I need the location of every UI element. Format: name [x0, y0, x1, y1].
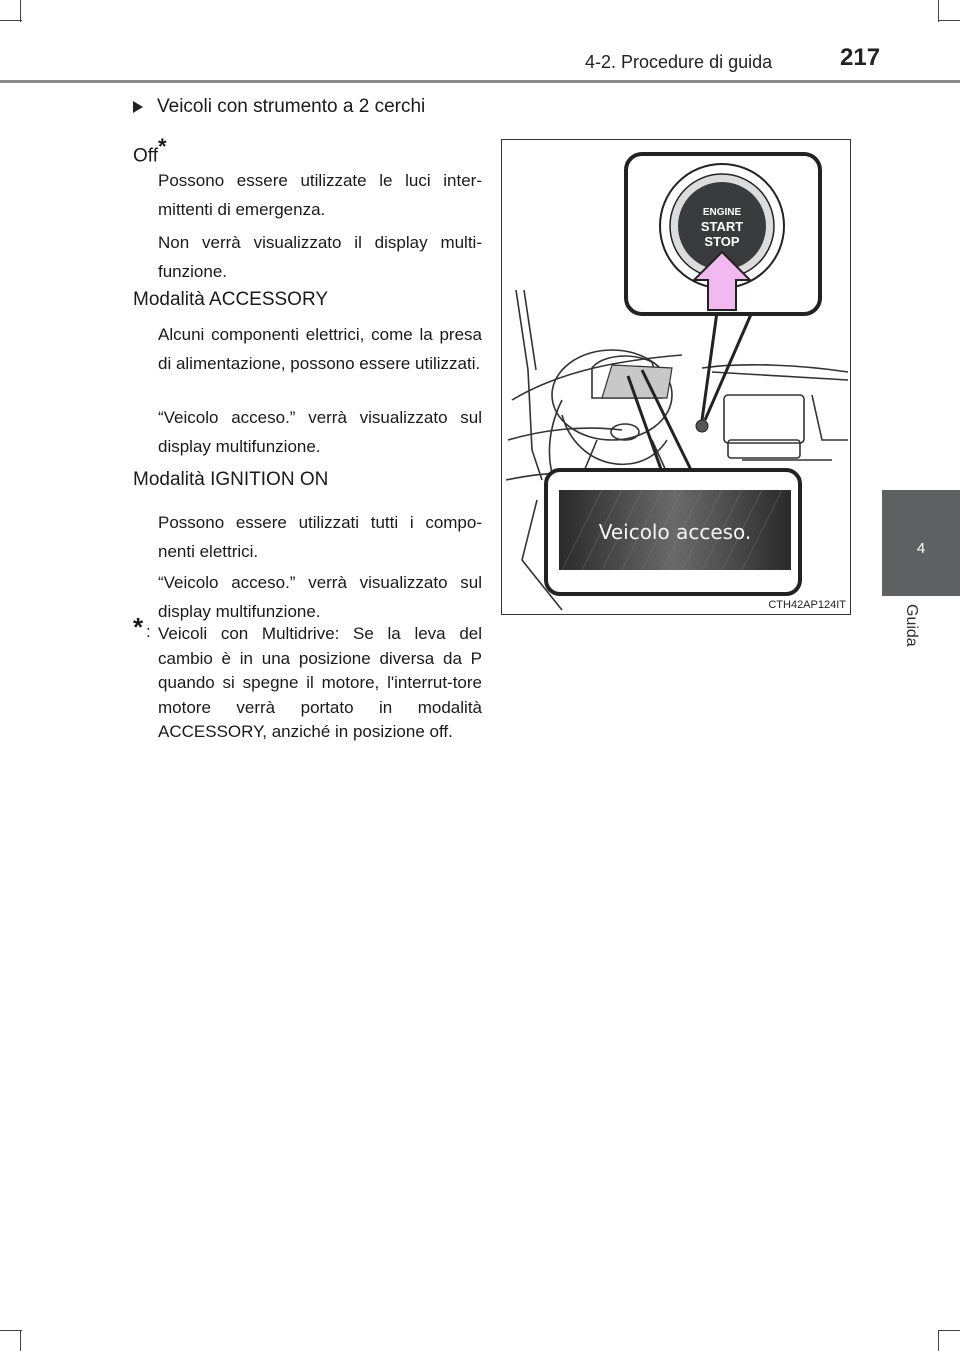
page-number: 217	[840, 44, 881, 71]
crop-mark	[0, 1330, 22, 1331]
footnote-text: Veicoli con Multidrive: Se la leva del cambio è in una posizione diversa da P quando si spegne il motore, l'interrut-tore motore verrà portato in modalità ACCESSORY, anziché in posizione off.	[158, 624, 482, 741]
crop-mark	[938, 1330, 960, 1331]
triangle-bullet-icon	[133, 101, 143, 113]
off-para-1: Possono essere utilizzate le luci inter-mittenti di emergenza.	[158, 171, 482, 219]
crop-mark	[938, 0, 939, 22]
footnote-colon: :	[146, 622, 151, 641]
bullet-heading-text: Veicoli con strumento a 2 cerchi	[157, 96, 426, 117]
off-para-2: Non verrà visualizzato il display multi-funzione.	[158, 233, 482, 281]
crop-mark	[20, 0, 21, 22]
bullet-heading	[133, 96, 425, 118]
accessory-heading: Modalità ACCESSORY	[133, 289, 329, 310]
ignition-heading: Modalità IGNITION ON	[133, 469, 329, 490]
crop-mark	[938, 20, 960, 21]
header-rule	[0, 80, 960, 83]
ignition-para-2: “Veicolo acceso.” verrà visualizzato sul display multifunzione.	[158, 573, 482, 621]
button-text-line1: ENGINE	[702, 207, 742, 218]
off-heading-text: Off	[133, 145, 158, 167]
engine-switch-location	[696, 420, 708, 432]
off-heading	[133, 134, 167, 167]
accessory-para-1: Alcuni componenti elettrici, come la presa di alimentazione, possono essere utilizzati.	[158, 325, 482, 373]
crop-mark	[20, 1330, 21, 1351]
meter-cluster	[602, 365, 672, 398]
button-text-line2: START	[700, 219, 744, 234]
crop-mark	[938, 1330, 939, 1351]
figure-illustration	[502, 140, 850, 614]
off-asterisk: *	[158, 134, 167, 159]
footnote-asterisk: *	[133, 612, 144, 642]
ignition-para-1: Possono essere utilizzati tutti i compo-nenti elettrici.	[158, 513, 482, 561]
figure-code: CTH42AP124IT	[768, 599, 846, 611]
chapter-label-text: Guida	[903, 604, 920, 647]
chapter-label	[900, 604, 922, 664]
button-text-line3: STOP	[704, 234, 740, 249]
display-message: Veicolo acceso.	[598, 520, 752, 544]
section-title: 4-2. Procedure di guida	[585, 52, 773, 72]
figure-engine-switch	[501, 139, 851, 615]
crop-mark	[0, 20, 22, 21]
chapter-tab	[882, 490, 960, 596]
accessory-para-2: “Veicolo acceso.” verrà visualizzato sul display multifunzione.	[158, 408, 482, 456]
chapter-number: 4	[916, 540, 926, 557]
